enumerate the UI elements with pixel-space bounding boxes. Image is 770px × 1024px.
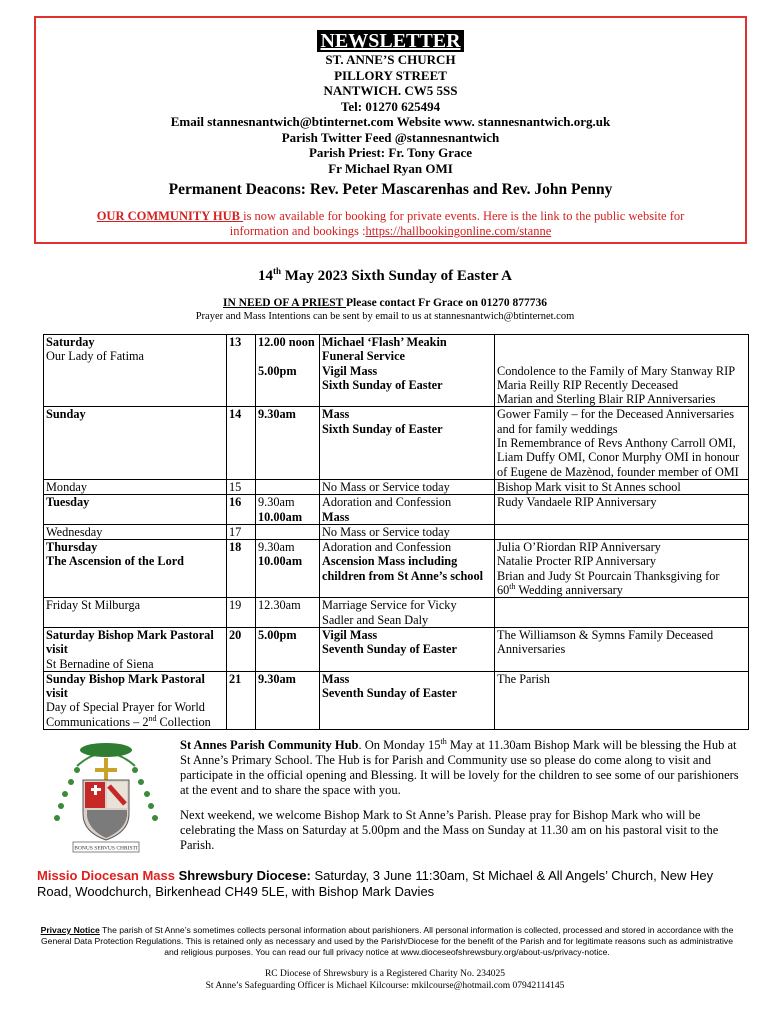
table-row: Saturday Bishop Mark Pastoral visit St Bernadine of Siena 20 5.00pm Vigil Mass Seventh Sunday of Easter The Williamson & Symns Family Deceased Anniversaries (44, 627, 749, 671)
missio-diocese: Shrewsbury Diocese: (175, 868, 311, 883)
twitter-feed[interactable]: Parish Twitter Feed @stannesnantwich (281, 129, 500, 145)
table-row: Sunday 14 9.30am Mass Sixth Sunday of Easter Gower Family – for the Deceased Anniversaries and for family weddings In Remembrance of Revs Anthony Carroll OMI, Liam Duffy OMI, Conor Murphy OMI in honour of Eugene de Mazènod, founder member of OMI (44, 407, 749, 479)
table-row: Monday 15 No Mass or Service today Bishop Mark visit to St Annes school (44, 479, 749, 494)
street: PILLORY STREET (334, 67, 447, 83)
date-heading: 14th May 2023 Sixth Sunday of Easter A (257, 266, 513, 284)
privacy-notice (37, 925, 737, 958)
privacy-label: Privacy Notice (40, 925, 100, 935)
table-row: Thursday The Ascension of the Lord 18 9.30am 10.00am Adoration and Confession Ascension Mass including children from St Anne’s school Julia O’Riordan RIP Anniversary Natalie Procter RIP Anniversary Brian and Judy St Pourcain Thanksgiving for 60th Wedding anniversary (44, 540, 749, 598)
hub-paragraph-1: St Annes Parish Community Hub. On Monday 15th May at 11.30am Bishop Mark will be blessing the Hub at St Anne’s Primary School. The Hub is for Parish and Community use so please do come along to visit and participate in the official opening and Blessing. It will be lovely for the children to see some of our parishioners at the event and to share the space with you. (180, 736, 739, 797)
missio-text: Saturday, 3 June 11:30am, St Michael & All Angels’ Church, New Hey Road, Woodchurch, Birkenhead CH49 5LE, with Bishop Mark Davies (37, 868, 714, 899)
table-row: Wednesday 17 No Mass or Service today (44, 524, 749, 539)
crest-motto: BONUS SERVUS CHRISTI (74, 845, 138, 852)
mass-schedule-table (43, 334, 749, 730)
deacons: Permanent Deacons: Rev. Peter Mascarenhas and Rev. John Penny (168, 181, 613, 198)
safeguarding-line: St Anne’s Safeguarding Officer is Michael Kilcourse: mkilcourse@hotmail.com 07942114145 (205, 981, 565, 991)
email-website[interactable]: Email stannesnantwich@btinternet.com Website www. stannesnantwich.org.uk (170, 114, 611, 129)
charity-line: RC Diocese of Shrewsbury is a Registered Charity No. 234025 (264, 969, 506, 979)
missio-notice (37, 868, 747, 900)
email-notice: Prayer and Mass Intentions can be sent by email to us at stannesnantwich@btinternet.com (195, 311, 575, 322)
priest-notice-label: IN NEED OF A PRIEST (222, 297, 347, 309)
header-box (34, 16, 747, 244)
community-hub-notice (36, 209, 745, 239)
town-postcode: NANTWICH. CW5 5SS (323, 83, 458, 98)
assistant-priest: Fr Michael Ryan OMI (328, 160, 453, 176)
bishop-coat-of-arms (47, 736, 165, 860)
priest-notice-text: Please contact Fr Grace on 01270 877736 (346, 297, 548, 309)
community-hub-section (180, 738, 740, 863)
priest-notice (0, 297, 770, 309)
hub-paragraph-2: Next weekend, we welcome Bishop Mark to St Anne’s Parish. Please pray for Bishop Mark who will be celebrating the Mass on Saturday at 5.00pm and the Mass on Sunday at 11.30 am on his pastoral visit to the Parish. (180, 808, 719, 852)
table-row: Sunday Bishop Mark Pastoral visit Day of Special Prayer for World Communications – 2nd Collection 21 9.30am Mass Seventh Sunday of Easter The Parish (44, 671, 749, 729)
privacy-text: The parish of St Anne’s sometimes collects personal information about parishioners. All personal information is collected, processed and stored in accordance with the General Data Protection Regulations. This is retained only as necessary and used by the Parish/Diocese for the benefit of the Parish and for legitimate reasons such as administrative and religious purposes. You can read our full privacy notice at www.dioceseofshrewsbury.org/about-us/privacy-notice. (40, 925, 734, 957)
telephone: Tel: 01270 625494 (340, 98, 441, 114)
parish-priest: Parish Priest: Fr. Tony Grace (308, 145, 473, 160)
hub-title: St Annes Parish Community Hub (180, 738, 359, 752)
hall-booking-link[interactable]: https://hallbookingonline.com/stanne (365, 224, 552, 238)
newsletter-title: NEWSLETTER (317, 30, 463, 52)
community-hub-label: OUR COMMUNITY HUB (96, 209, 244, 223)
footer (0, 968, 770, 992)
church-name: ST. ANNE’S CHURCH (325, 52, 456, 67)
missio-label: Missio Diocesan Mass (37, 868, 175, 883)
table-row: Saturday Our Lady of Fatima 13 12.00 noon 5.00pm Michael ‘Flash’ Meakin Funeral Service Vigil Mass Sixth Sunday of Easter Condolence to the Family of Mary Stanway RIP Maria Reilly RIP Recently Deceased Marian and Sterling Blair RIP Anniversaries (44, 335, 749, 407)
table-row: Tuesday 16 9.30am 10.00am Adoration and Confession Mass Rudy Vandaele RIP Anniversary (44, 495, 749, 525)
table-row: Friday St Milburga 19 12.30am Marriage Service for Vicky Sadler and Sean Daly (44, 598, 749, 628)
community-hub-text: is now available for booking for private events. Here is the link to the public website for information and bookings : (229, 209, 685, 238)
